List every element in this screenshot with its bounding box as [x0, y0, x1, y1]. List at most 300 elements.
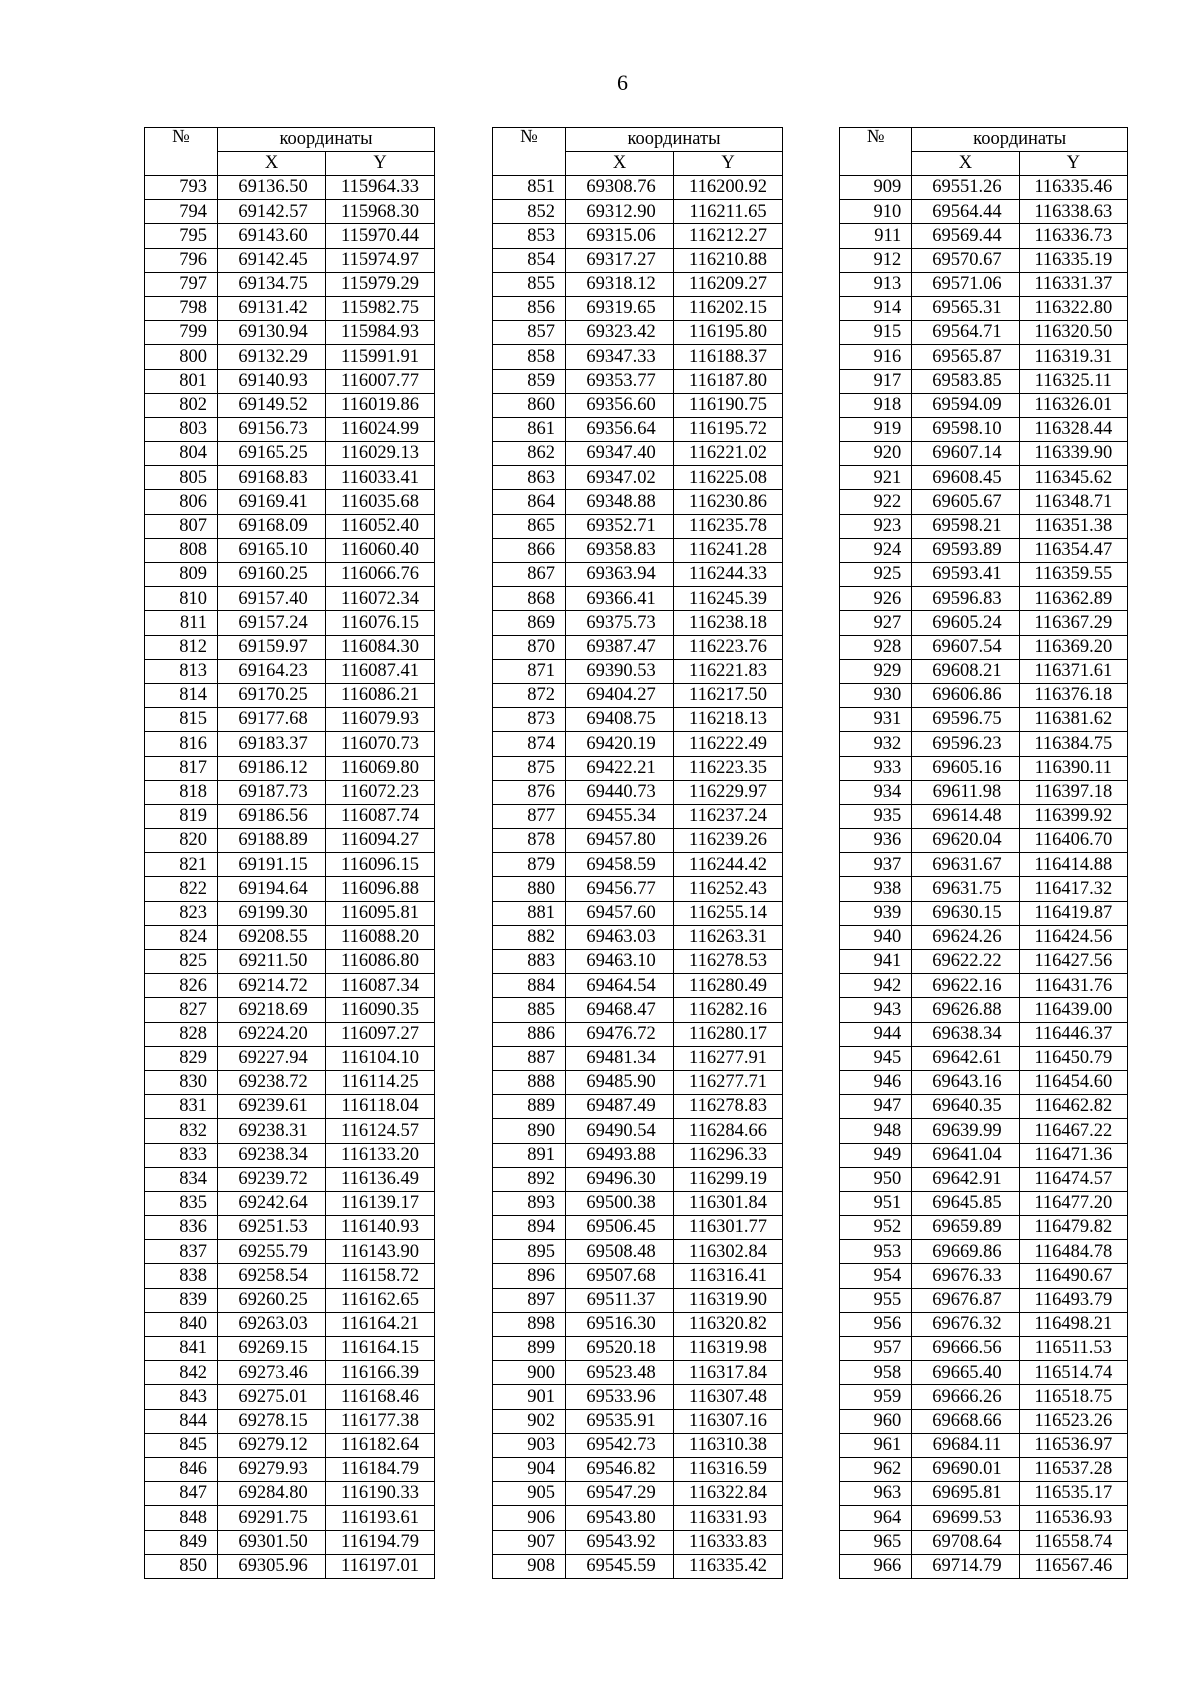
table-row: [145, 1482, 435, 1506]
y-coordinate: 116210.88: [674, 248, 783, 272]
header-number: №: [493, 128, 566, 176]
x-coordinate: 69476.72: [566, 1022, 674, 1046]
x-coordinate: 69506.45: [566, 1216, 674, 1240]
point-number: 799: [145, 321, 218, 345]
y-coordinate: 116140.93: [326, 1216, 435, 1240]
table-row: [145, 780, 435, 804]
x-coordinate: 69463.03: [566, 925, 674, 949]
point-number: 838: [145, 1264, 218, 1288]
y-coordinate: 116354.47: [1019, 538, 1127, 562]
point-number: 803: [145, 417, 218, 441]
y-coordinate: 116223.35: [674, 756, 783, 780]
x-coordinate: 69666.56: [912, 1337, 1019, 1361]
x-coordinate: 69347.02: [566, 466, 674, 490]
point-number: 915: [840, 321, 912, 345]
y-coordinate: 116351.38: [1019, 514, 1127, 538]
y-coordinate: 116209.27: [674, 272, 783, 296]
y-coordinate: 116474.57: [1019, 1167, 1127, 1191]
x-coordinate: 69516.30: [566, 1312, 674, 1336]
table-row: [840, 1409, 1128, 1433]
x-coordinate: 69149.52: [218, 393, 326, 417]
x-coordinate: 69238.72: [218, 1070, 326, 1094]
x-coordinate: 69208.55: [218, 925, 326, 949]
x-coordinate: 69642.91: [912, 1167, 1019, 1191]
y-coordinate: 116299.19: [674, 1167, 783, 1191]
table-row: [145, 514, 435, 538]
y-coordinate: 116381.62: [1019, 708, 1127, 732]
coordinate-table-1: [144, 127, 435, 1579]
table-row: [145, 1070, 435, 1094]
table-row: [145, 466, 435, 490]
x-coordinate: 69485.90: [566, 1070, 674, 1094]
table-row: [145, 974, 435, 998]
x-coordinate: 69238.34: [218, 1143, 326, 1167]
table-row: [493, 1288, 783, 1312]
y-coordinate: 116096.15: [326, 853, 435, 877]
x-coordinate: 69315.06: [566, 224, 674, 248]
table-row: [145, 877, 435, 901]
table-row: [840, 1361, 1128, 1385]
table-row: [145, 659, 435, 683]
table-row: [493, 780, 783, 804]
table-row: [840, 1046, 1128, 1070]
x-coordinate: 69218.69: [218, 998, 326, 1022]
y-coordinate: 116195.80: [674, 321, 783, 345]
table-row: [145, 683, 435, 707]
point-number: 814: [145, 683, 218, 707]
point-number: 878: [493, 829, 566, 853]
table-row: [840, 1433, 1128, 1457]
point-number: 798: [145, 296, 218, 320]
point-number: 794: [145, 200, 218, 224]
x-coordinate: 69523.48: [566, 1361, 674, 1385]
point-number: 820: [145, 829, 218, 853]
x-coordinate: 69571.06: [912, 272, 1019, 296]
x-coordinate: 69199.30: [218, 901, 326, 925]
point-number: 886: [493, 1022, 566, 1046]
y-coordinate: 116084.30: [326, 635, 435, 659]
header-number: №: [840, 128, 912, 176]
x-coordinate: 69535.91: [566, 1409, 674, 1433]
y-coordinate: 115982.75: [326, 296, 435, 320]
x-coordinate: 69547.29: [566, 1482, 674, 1506]
x-coordinate: 69323.42: [566, 321, 674, 345]
table-row: [840, 1240, 1128, 1264]
x-coordinate: 69622.22: [912, 950, 1019, 974]
table-row: [493, 1119, 783, 1143]
table-row: [145, 1022, 435, 1046]
x-coordinate: 69255.79: [218, 1240, 326, 1264]
y-coordinate: 116467.22: [1019, 1119, 1127, 1143]
point-number: 941: [840, 950, 912, 974]
x-coordinate: 69168.09: [218, 514, 326, 538]
x-coordinate: 69157.24: [218, 611, 326, 635]
point-number: 797: [145, 272, 218, 296]
point-number: 927: [840, 611, 912, 635]
y-coordinate: 116490.67: [1019, 1264, 1127, 1288]
header-x: X: [912, 152, 1019, 176]
point-number: 961: [840, 1433, 912, 1457]
y-coordinate: 116238.18: [674, 611, 783, 635]
y-coordinate: 116029.13: [326, 442, 435, 466]
x-coordinate: 69156.73: [218, 417, 326, 441]
y-coordinate: 116194.79: [326, 1530, 435, 1554]
y-coordinate: 116477.20: [1019, 1191, 1127, 1215]
table-row: [145, 756, 435, 780]
y-coordinate: 116335.19: [1019, 248, 1127, 272]
x-coordinate: 69496.30: [566, 1167, 674, 1191]
x-coordinate: 69659.89: [912, 1216, 1019, 1240]
point-number: 948: [840, 1119, 912, 1143]
x-coordinate: 69598.10: [912, 417, 1019, 441]
point-number: 942: [840, 974, 912, 998]
y-coordinate: 116211.65: [674, 200, 783, 224]
table-row: [840, 974, 1128, 998]
table-row: [493, 1191, 783, 1215]
y-coordinate: 116302.84: [674, 1240, 783, 1264]
point-number: 939: [840, 901, 912, 925]
y-coordinate: 116493.79: [1019, 1288, 1127, 1312]
y-coordinate: 116471.36: [1019, 1143, 1127, 1167]
x-coordinate: 69596.75: [912, 708, 1019, 732]
y-coordinate: 116193.61: [326, 1506, 435, 1530]
x-coordinate: 69142.45: [218, 248, 326, 272]
table-row: [145, 1288, 435, 1312]
table-row: [145, 442, 435, 466]
point-number: 876: [493, 780, 566, 804]
y-coordinate: 116450.79: [1019, 1046, 1127, 1070]
y-coordinate: 116166.39: [326, 1361, 435, 1385]
y-coordinate: 116088.20: [326, 925, 435, 949]
table-row: [840, 756, 1128, 780]
x-coordinate: 69136.50: [218, 176, 326, 200]
table-row: [493, 248, 783, 272]
table-row: [145, 1095, 435, 1119]
table-row: [840, 708, 1128, 732]
point-number: 913: [840, 272, 912, 296]
y-coordinate: 116282.16: [674, 998, 783, 1022]
y-coordinate: 116066.76: [326, 563, 435, 587]
point-number: 887: [493, 1046, 566, 1070]
point-number: 956: [840, 1312, 912, 1336]
point-number: 917: [840, 369, 912, 393]
point-number: 842: [145, 1361, 218, 1385]
y-coordinate: 115970.44: [326, 224, 435, 248]
y-coordinate: 116096.88: [326, 877, 435, 901]
point-number: 873: [493, 708, 566, 732]
x-coordinate: 69356.60: [566, 393, 674, 417]
y-coordinate: 116338.63: [1019, 200, 1127, 224]
table-row: [493, 732, 783, 756]
x-coordinate: 69242.64: [218, 1191, 326, 1215]
point-number: 885: [493, 998, 566, 1022]
point-number: 812: [145, 635, 218, 659]
point-number: 943: [840, 998, 912, 1022]
y-coordinate: 116245.39: [674, 587, 783, 611]
table-row: [493, 1554, 783, 1578]
x-coordinate: 69356.64: [566, 417, 674, 441]
point-number: 947: [840, 1095, 912, 1119]
x-coordinate: 69695.81: [912, 1482, 1019, 1506]
x-coordinate: 69348.88: [566, 490, 674, 514]
point-number: 965: [840, 1530, 912, 1554]
x-coordinate: 69665.40: [912, 1361, 1019, 1385]
x-coordinate: 69596.23: [912, 732, 1019, 756]
point-number: 857: [493, 321, 566, 345]
table-row: [840, 780, 1128, 804]
point-number: 833: [145, 1143, 218, 1167]
table-row: [840, 1022, 1128, 1046]
x-coordinate: 69214.72: [218, 974, 326, 998]
table-row: [145, 1119, 435, 1143]
table-row: [840, 1530, 1128, 1554]
point-number: 796: [145, 248, 218, 272]
table-row: [145, 369, 435, 393]
y-coordinate: 116060.40: [326, 538, 435, 562]
x-coordinate: 69645.85: [912, 1191, 1019, 1215]
y-coordinate: 116188.37: [674, 345, 783, 369]
point-number: 909: [840, 176, 912, 200]
y-coordinate: 116139.17: [326, 1191, 435, 1215]
x-coordinate: 69511.37: [566, 1288, 674, 1312]
header-x: X: [566, 152, 674, 176]
y-coordinate: 116320.50: [1019, 321, 1127, 345]
x-coordinate: 69238.31: [218, 1119, 326, 1143]
point-number: 804: [145, 442, 218, 466]
point-number: 958: [840, 1361, 912, 1385]
point-number: 911: [840, 224, 912, 248]
table-row: [493, 853, 783, 877]
x-coordinate: 69130.94: [218, 321, 326, 345]
point-number: 822: [145, 877, 218, 901]
x-coordinate: 69308.76: [566, 176, 674, 200]
point-number: 888: [493, 1070, 566, 1094]
y-coordinate: 116536.93: [1019, 1506, 1127, 1530]
point-number: 951: [840, 1191, 912, 1215]
point-number: 936: [840, 829, 912, 853]
point-number: 868: [493, 587, 566, 611]
x-coordinate: 69352.71: [566, 514, 674, 538]
x-coordinate: 69699.53: [912, 1506, 1019, 1530]
table-row: [493, 901, 783, 925]
table-row: [840, 1385, 1128, 1409]
y-coordinate: 116164.15: [326, 1337, 435, 1361]
table-row: [145, 1506, 435, 1530]
x-coordinate: 69440.73: [566, 780, 674, 804]
y-coordinate: 116118.04: [326, 1095, 435, 1119]
point-number: 807: [145, 514, 218, 538]
y-coordinate: 116322.84: [674, 1482, 783, 1506]
header-row: [145, 128, 435, 152]
x-coordinate: 69676.87: [912, 1288, 1019, 1312]
x-coordinate: 69301.50: [218, 1530, 326, 1554]
y-coordinate: 116221.83: [674, 659, 783, 683]
table-row: [145, 1312, 435, 1336]
x-coordinate: 69251.53: [218, 1216, 326, 1240]
point-number: 800: [145, 345, 218, 369]
table-row: [493, 538, 783, 562]
point-number: 946: [840, 1070, 912, 1094]
point-number: 897: [493, 1288, 566, 1312]
y-coordinate: 116319.31: [1019, 345, 1127, 369]
point-number: 808: [145, 538, 218, 562]
y-coordinate: 116239.26: [674, 829, 783, 853]
table-row: [493, 635, 783, 659]
table-row: [840, 829, 1128, 853]
y-coordinate: 115964.33: [326, 176, 435, 200]
table-row: [840, 272, 1128, 296]
x-coordinate: 69458.59: [566, 853, 674, 877]
y-coordinate: 116462.82: [1019, 1095, 1127, 1119]
y-coordinate: 116328.44: [1019, 417, 1127, 441]
point-number: 802: [145, 393, 218, 417]
x-coordinate: 69508.48: [566, 1240, 674, 1264]
table-row: [840, 635, 1128, 659]
point-number: 883: [493, 950, 566, 974]
x-coordinate: 69170.25: [218, 683, 326, 707]
table-row: [493, 490, 783, 514]
table-row: [840, 925, 1128, 949]
y-coordinate: 116197.01: [326, 1554, 435, 1578]
point-number: 879: [493, 853, 566, 877]
x-coordinate: 69305.96: [218, 1554, 326, 1578]
y-coordinate: 116072.34: [326, 587, 435, 611]
y-coordinate: 116200.92: [674, 176, 783, 200]
x-coordinate: 69211.50: [218, 950, 326, 974]
y-coordinate: 116280.49: [674, 974, 783, 998]
table-row: [493, 1070, 783, 1094]
y-coordinate: 116359.55: [1019, 563, 1127, 587]
table-row: [145, 732, 435, 756]
point-number: 832: [145, 1119, 218, 1143]
y-coordinate: 116168.46: [326, 1385, 435, 1409]
x-coordinate: 69273.46: [218, 1361, 326, 1385]
table-row: [145, 998, 435, 1022]
y-coordinate: 116414.88: [1019, 853, 1127, 877]
table-row: [493, 683, 783, 707]
x-coordinate: 69177.68: [218, 708, 326, 732]
point-number: 890: [493, 1119, 566, 1143]
point-number: 818: [145, 780, 218, 804]
y-coordinate: 116222.49: [674, 732, 783, 756]
y-coordinate: 116371.61: [1019, 659, 1127, 683]
x-coordinate: 69457.60: [566, 901, 674, 925]
x-coordinate: 69143.60: [218, 224, 326, 248]
table-row: [840, 538, 1128, 562]
table-row: [840, 176, 1128, 200]
point-number: 957: [840, 1337, 912, 1361]
x-coordinate: 69507.68: [566, 1264, 674, 1288]
table-row: [145, 1264, 435, 1288]
y-coordinate: 116278.53: [674, 950, 783, 974]
point-number: 845: [145, 1433, 218, 1457]
x-coordinate: 69622.16: [912, 974, 1019, 998]
page-number: 6: [617, 70, 628, 95]
point-number: 850: [145, 1554, 218, 1578]
point-number: 953: [840, 1240, 912, 1264]
point-number: 924: [840, 538, 912, 562]
table-row: [145, 1143, 435, 1167]
point-number: 849: [145, 1530, 218, 1554]
header-coordinates: координаты: [218, 128, 435, 152]
point-number: 864: [493, 490, 566, 514]
y-coordinate: 116164.21: [326, 1312, 435, 1336]
point-number: 874: [493, 732, 566, 756]
table-row: [840, 1143, 1128, 1167]
table-row: [840, 1337, 1128, 1361]
point-number: 836: [145, 1216, 218, 1240]
y-coordinate: 116316.59: [674, 1457, 783, 1481]
table-row: [493, 272, 783, 296]
table-row: [145, 1457, 435, 1481]
table-row: [840, 563, 1128, 587]
x-coordinate: 69275.01: [218, 1385, 326, 1409]
point-number: 848: [145, 1506, 218, 1530]
y-coordinate: 116217.50: [674, 683, 783, 707]
point-number: 931: [840, 708, 912, 732]
y-coordinate: 116076.15: [326, 611, 435, 635]
x-coordinate: 69142.57: [218, 200, 326, 224]
y-coordinate: 116079.93: [326, 708, 435, 732]
point-number: 830: [145, 1070, 218, 1094]
coordinate-tables: [144, 127, 1128, 1587]
y-coordinate: 116310.38: [674, 1433, 783, 1457]
x-coordinate: 69607.14: [912, 442, 1019, 466]
y-coordinate: 116319.98: [674, 1337, 783, 1361]
x-coordinate: 69375.73: [566, 611, 674, 635]
x-coordinate: 69227.94: [218, 1046, 326, 1070]
table-row: [145, 708, 435, 732]
point-number: 810: [145, 587, 218, 611]
point-number: 952: [840, 1216, 912, 1240]
y-coordinate: 116278.83: [674, 1095, 783, 1119]
table-row: [493, 1095, 783, 1119]
x-coordinate: 69564.71: [912, 321, 1019, 345]
point-number: 861: [493, 417, 566, 441]
coordinate-table-3: [839, 127, 1128, 1579]
x-coordinate: 69551.26: [912, 176, 1019, 200]
y-coordinate: 116537.28: [1019, 1457, 1127, 1481]
y-coordinate: 116362.89: [1019, 587, 1127, 611]
x-coordinate: 69714.79: [912, 1554, 1019, 1578]
x-coordinate: 69168.83: [218, 466, 326, 490]
table-row: [145, 1409, 435, 1433]
x-coordinate: 69455.34: [566, 804, 674, 828]
x-coordinate: 69353.77: [566, 369, 674, 393]
table-row: [145, 490, 435, 514]
y-coordinate: 116518.75: [1019, 1385, 1127, 1409]
table-row: [145, 635, 435, 659]
table-row: [145, 1216, 435, 1240]
x-coordinate: 69631.75: [912, 877, 1019, 901]
x-coordinate: 69140.93: [218, 369, 326, 393]
table-row: [840, 1070, 1128, 1094]
table-row: [493, 587, 783, 611]
y-coordinate: 116277.71: [674, 1070, 783, 1094]
table-row: [840, 1191, 1128, 1215]
y-coordinate: 116237.24: [674, 804, 783, 828]
y-coordinate: 116007.77: [326, 369, 435, 393]
point-number: 895: [493, 1240, 566, 1264]
x-coordinate: 69493.88: [566, 1143, 674, 1167]
point-number: 955: [840, 1288, 912, 1312]
x-coordinate: 69408.75: [566, 708, 674, 732]
table-row: [493, 925, 783, 949]
y-coordinate: 116424.56: [1019, 925, 1127, 949]
point-number: 954: [840, 1264, 912, 1288]
x-coordinate: 69614.48: [912, 804, 1019, 828]
table-row: [145, 804, 435, 828]
